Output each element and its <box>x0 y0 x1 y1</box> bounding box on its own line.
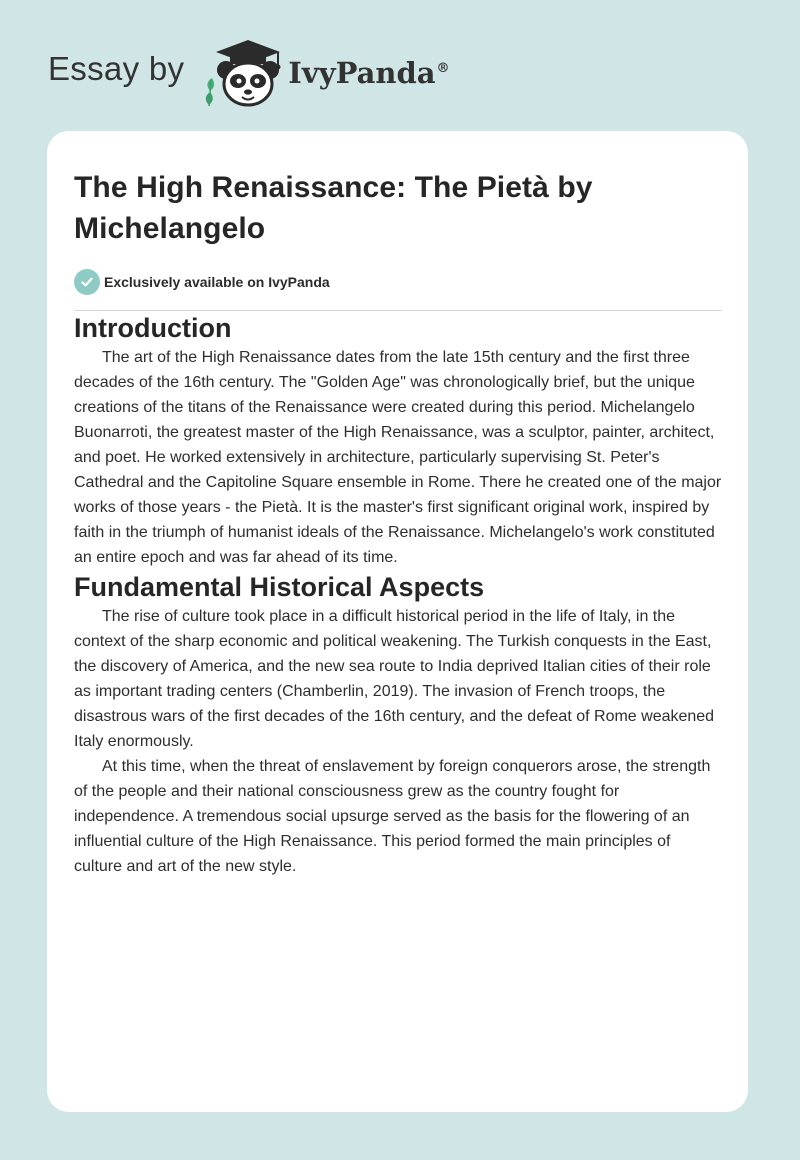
historical-paragraph-1: The rise of culture took place in a difficult historical period in the life of Italy, in the context of the sharp economic and political weakening. The Turkish conquests in the East, the discovery of America, and the new sea route to India deprived Italian cities of their role as important trading centers (Chamberlin, 2019). The invasion of French troops, the disastrous wars of the first decades of the 16th century, and the defeat of Rome weakened Italy enormously. <box>74 608 715 750</box>
registered-mark: ® <box>436 61 450 77</box>
ivypanda-logo-icon[interactable] <box>198 36 290 108</box>
section-heading-introduction: Introduction <box>74 313 232 343</box>
introduction-paragraph: The art of the High Renaissance dates from the late 15th century and the first three decades of the 16th century. The "Golden Age" was chronologically brief, but the unique creations of the titans of the Renaissance were created during this period. Michelangelo Buonarroti, the greatest master of the High Renaissance, was a sculptor, painter, architect, and poet. He worked extensively in architecture, particularly supervising St. Peter's Cathedral and the Capitoline Square ensemble in Rome. There he created one of the major works of those years - the Pietà. It is the master's first significant original work, inspired by faith in the triumph of humanist ideals of the Renaissance. Michelangelo's work constituted an entire epoch and was far ahead of its time. <box>74 349 722 566</box>
essay-by-label: Essay by <box>48 50 185 87</box>
ivypanda-brand-name[interactable] <box>288 56 449 90</box>
check-icon <box>74 269 100 295</box>
brand-name-text: IvyPanda <box>288 56 436 90</box>
essay-title: The High Renaissance: The Pietà by Michelangelo <box>74 171 593 245</box>
exclusive-label: Exclusively available on IvyPanda <box>104 274 330 290</box>
exclusive-badge <box>74 268 722 296</box>
essay-card <box>47 131 748 1112</box>
section-heading-historical-aspects: Fundamental Historical Aspects <box>74 572 485 602</box>
site-header <box>48 36 450 108</box>
historical-paragraph-2: At this time, when the threat of enslavement by foreign conquerors arose, the strength of the people and their national consciousness grew as the country fought for independence. A tremendous social upsurge served as the basis for the flowering of an influential culture of the High Renaissance. This period formed the main principles of culture and art of the new style. <box>74 758 711 875</box>
